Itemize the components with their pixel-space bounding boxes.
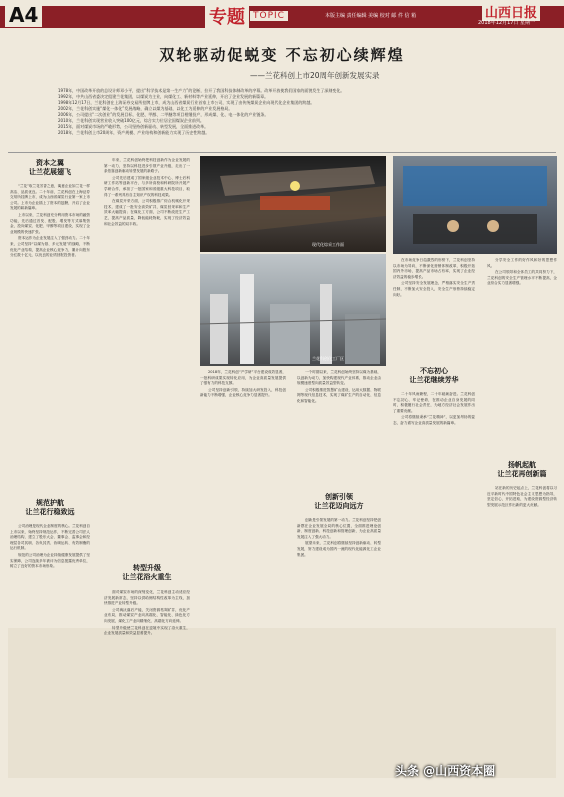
paragraph: 公司先后建成了国家级企业技术中心、博士后科研工作站等创新平台，与多所高校和科研院所开展产学研合作，承担了一批国家和省级重大科技项目，取得了一系列具有自主知识产权的科技成果。 [104,175,190,197]
chronology-item: 2010年，兰花科创实现营业收入突破100亿元，综合实力位居全国煤炭企业前列。 [58,118,204,123]
column-1 [10,184,90,434]
plant-illustration [200,254,386,366]
chronology-item: 1998年12月17日，兰花科创在上海证券交易所挂牌上市，成为山西省煤炭行业首家上市公司，实现了由传统煤炭企业向现代化企业集团的跨越。 [58,100,315,105]
mining-photo [200,156,386,252]
paragraph: “兰花”取兰花芳香之意，寓意企业如兰花一样高洁、品质优良。二十年前，兰花科创在上海证券交易所挂牌上市，成为山西省煤炭行业第一家上市公司。上市为企业插上了资本的翅膀，开启了企业发展的崭新篇章。 [10,184,90,211]
watermark: 头条 @山西资本圈 [395,764,496,778]
paragraph: 公司将继续秉承“兰花精神”，以更加昂扬的姿态，奋力谱写企业高质量发展的新篇章。 [393,415,475,425]
column6-headline: 扬帆起航 让兰花再创新篇 [497,460,547,478]
issue-date: 2018年12月17日 星期一 [478,20,536,26]
masthead-logo: 山西日报 [482,2,540,21]
paragraph: 展望未来，兰花科创将继续坚持创新驱动、转型发展，努力建设成为国内一流的现代化能源化工企业集团。 [297,541,381,557]
paragraph: 一个时期以来，兰花科创始终坚持以煤为基础，以创新为动力，加快构建现代产业体系，推动企业由规模速度型向质量效益型转变。 [297,370,381,386]
paragraph: 分学安全工作的好作风和好的思想作风。 [487,258,557,268]
photo-caption: 兰花科创化工厂区 [312,356,344,361]
column1-headline-2: 规范护航 让兰花行稳致远 [25,498,75,516]
control-room-illustration [393,156,557,254]
paragraph: 转型升级使兰花科创在逆境中实现了浴火重生，企业发展质量和效益显著提升。 [104,625,190,636]
column-6b [487,486,557,756]
column-5 [393,258,475,358]
paragraph: 在公司领导和全体员工的共同努力下，兰花科创的安全生产管理水平不断提高，企业综合实力显著增强。 [487,270,557,286]
paragraph: 公司积极推进智慧矿山建设，运用大数据、物联网等现代信息技术，实现了煤矿生产的自动化、信息化和智能化。 [297,387,381,403]
chronology-item: 2006年，公司提出“二次创业”的发展目标，化肥、甲醇、二甲醚等项目相继投产，形成煤、化、电一体化的产业链条。 [58,112,269,117]
paragraph: 创新是引领发展的第一动力。兰花科创坚持把创新摆在企业发展全局的核心位置，全面推进理论创新、制度创新、科技创新和管理创新，为企业高质量发展注入了强大动力。 [297,518,381,539]
page-number: A4 [5,3,42,27]
column-3 [200,370,286,775]
paragraph: 面对煤炭市场的深刻变化，兰花科创主动适应经济发展新常态，坚持以供给侧结构性改革为主线，加快推进产业转型升级。 [104,590,190,606]
column-2 [104,158,190,558]
column-1b [10,524,90,774]
photo-caption: 现代化综采工作面 [312,242,344,247]
paragraph: 站在新的历史起点上，兰花科创将以习近平新时代中国特色社会主义思想为指导，坚定信心，开拓进取，为建设资源型经济转型发展示范区作出新的更大贡献。 [487,486,557,507]
plant-photo [200,254,386,366]
column-4b [297,518,381,775]
paragraph: 上市以来，兰花科创充分利用资本市场的融资功能，先后通过首发、配股、增发等方式募集资金，投向煤炭、化肥、甲醇等项目建设，实现了企业规模的快速扩张。 [10,212,90,234]
paragraph: 公司淘汰落后产能，关闭资源枯竭矿井，优化产业布局，推动煤炭产业向高端化、智能化、绿色化方向发展，煤化工产业向精细化、高端化方向延伸。 [104,607,190,623]
column-6 [487,258,557,458]
paragraph: 公司坚持创新引领，持续加大研发投入，科技创新能力不断增强，企业核心竞争力显著提升。 [200,387,286,398]
chronology-item: 1978年，中国改革开放的总设计师邓小平，提出“科学技术是第一生产力”的论断，拉开了我国科技体制改革的序幕。改革开放使我们国家的面貌发生了深刻变化。 [58,88,345,93]
chronology-item: 1992年，中共山西省委决定组建兰花集团，以煤炭为主业，向煤化工、新材料等产业延伸，开启了企业发展的新篇章。 [58,94,269,99]
paragraph: 规范的公司治理为企业持续健康发展提供了坚实保障，公司连续多年被评为信息披露优秀单位，树立了良好的资本市场形象。 [10,552,90,569]
page-header [0,0,564,30]
chronology [58,88,543,136]
paragraph: 资本运作为企业发展注入了强劲动力。二十年来，公司坚持“以煤为基、多元发展”的战略，不断优化产业结构，提高企业核心竞争力，累计向股东分红数十亿元，以优良的业绩回报投资者。 [10,236,90,258]
section-topic: TOPIC [250,11,288,21]
chronology-item: 2015年，面对煤炭市场的严峻形势，公司坚持创新驱动、转型发展，全面推进改革。 [58,124,209,129]
chronology-item: 2018年，兰花科创上市20周年，资产规模、产业结构和创新能力实现了历史性跨越。 [58,130,210,135]
column1-headline: 资本之翼 让兰花展翅飞 [29,158,71,176]
paragraph: 二十年风雨兼程，二十年砥砺奋进。兰花科创不忘初心、牢记使命，在推动企业自身发展的同时，积极履行社会责任，为地方经济社会发展作出了重要贡献。 [393,392,475,413]
column5-headline: 不忘初心 让兰花继续芳华 [409,366,459,384]
article-title: 双轮驱动促蜕变 不忘初心续辉煌 [159,46,405,64]
chronology-item: 2002年，兰花科创实施“煤化一体化”发展战略，确立以煤为基础，以化工为延伸的产业发展格局。 [58,106,233,111]
column-5b [393,392,475,775]
header-editors: 本版主编 责任编辑 美编 校对 邮 件 信 箱 [325,13,417,19]
paragraph: 2018年，兰花科创“产学研”平台建设成效显著，一批科研成果实现转化应用，为企业高质量发展提供了强有力的科技支撑。 [200,370,286,386]
paragraph: 公司坚持安全发展理念，严格落实安全生产责任制，不断加大安全投入，安全生产形势持续稳定向好。 [393,281,475,297]
control-room-photo [393,156,557,254]
mining-illustration [200,156,386,252]
paragraph: 在煤炭开采方面，公司积极推广综合机械化开采技术，建成了一批安全高效矿井，煤炭回采率和生产效率大幅提高；在煤化工方面，公司不断改进生产工艺，提高产品质量，降低能耗物耗，实现了经济效益和社会效益的双丰收。 [104,199,190,226]
column-4 [297,370,381,450]
column-2b [104,590,190,775]
divider [8,152,556,153]
paragraph: 在市场竞争日趋激烈的形势下，兰花科创坚持以市场为导向，不断深化营销体制改革，积极开拓国内外市场，提高产品市场占有率，实现了企业经济效益的稳步增长。 [393,258,475,279]
column4-headline: 创新引领 让兰花迈向远方 [314,492,364,510]
article-subtitle: ——兰花科创上市20周年创新发展实录 [250,71,380,80]
paragraph: 公司治理是现代企业制度的核心。兰花科创自上市以来，始终坚持规范运作，不断完善公司法人治理结构，建立了股东大会、董事会、监事会和经理层各司其职、各负其责、协调运转、有效制衡的运行机制。 [10,524,90,551]
paragraph: 年来，兰花科创始终把科技创新作为企业发展的第一动力，坚持以科技进步引领产业升级，走出了一条依靠创新驱动转型发展的新路子。 [104,158,190,174]
column2-headline: 转型升级 让兰花浴火重生 [122,563,172,581]
section-name: 专题 [205,3,249,29]
